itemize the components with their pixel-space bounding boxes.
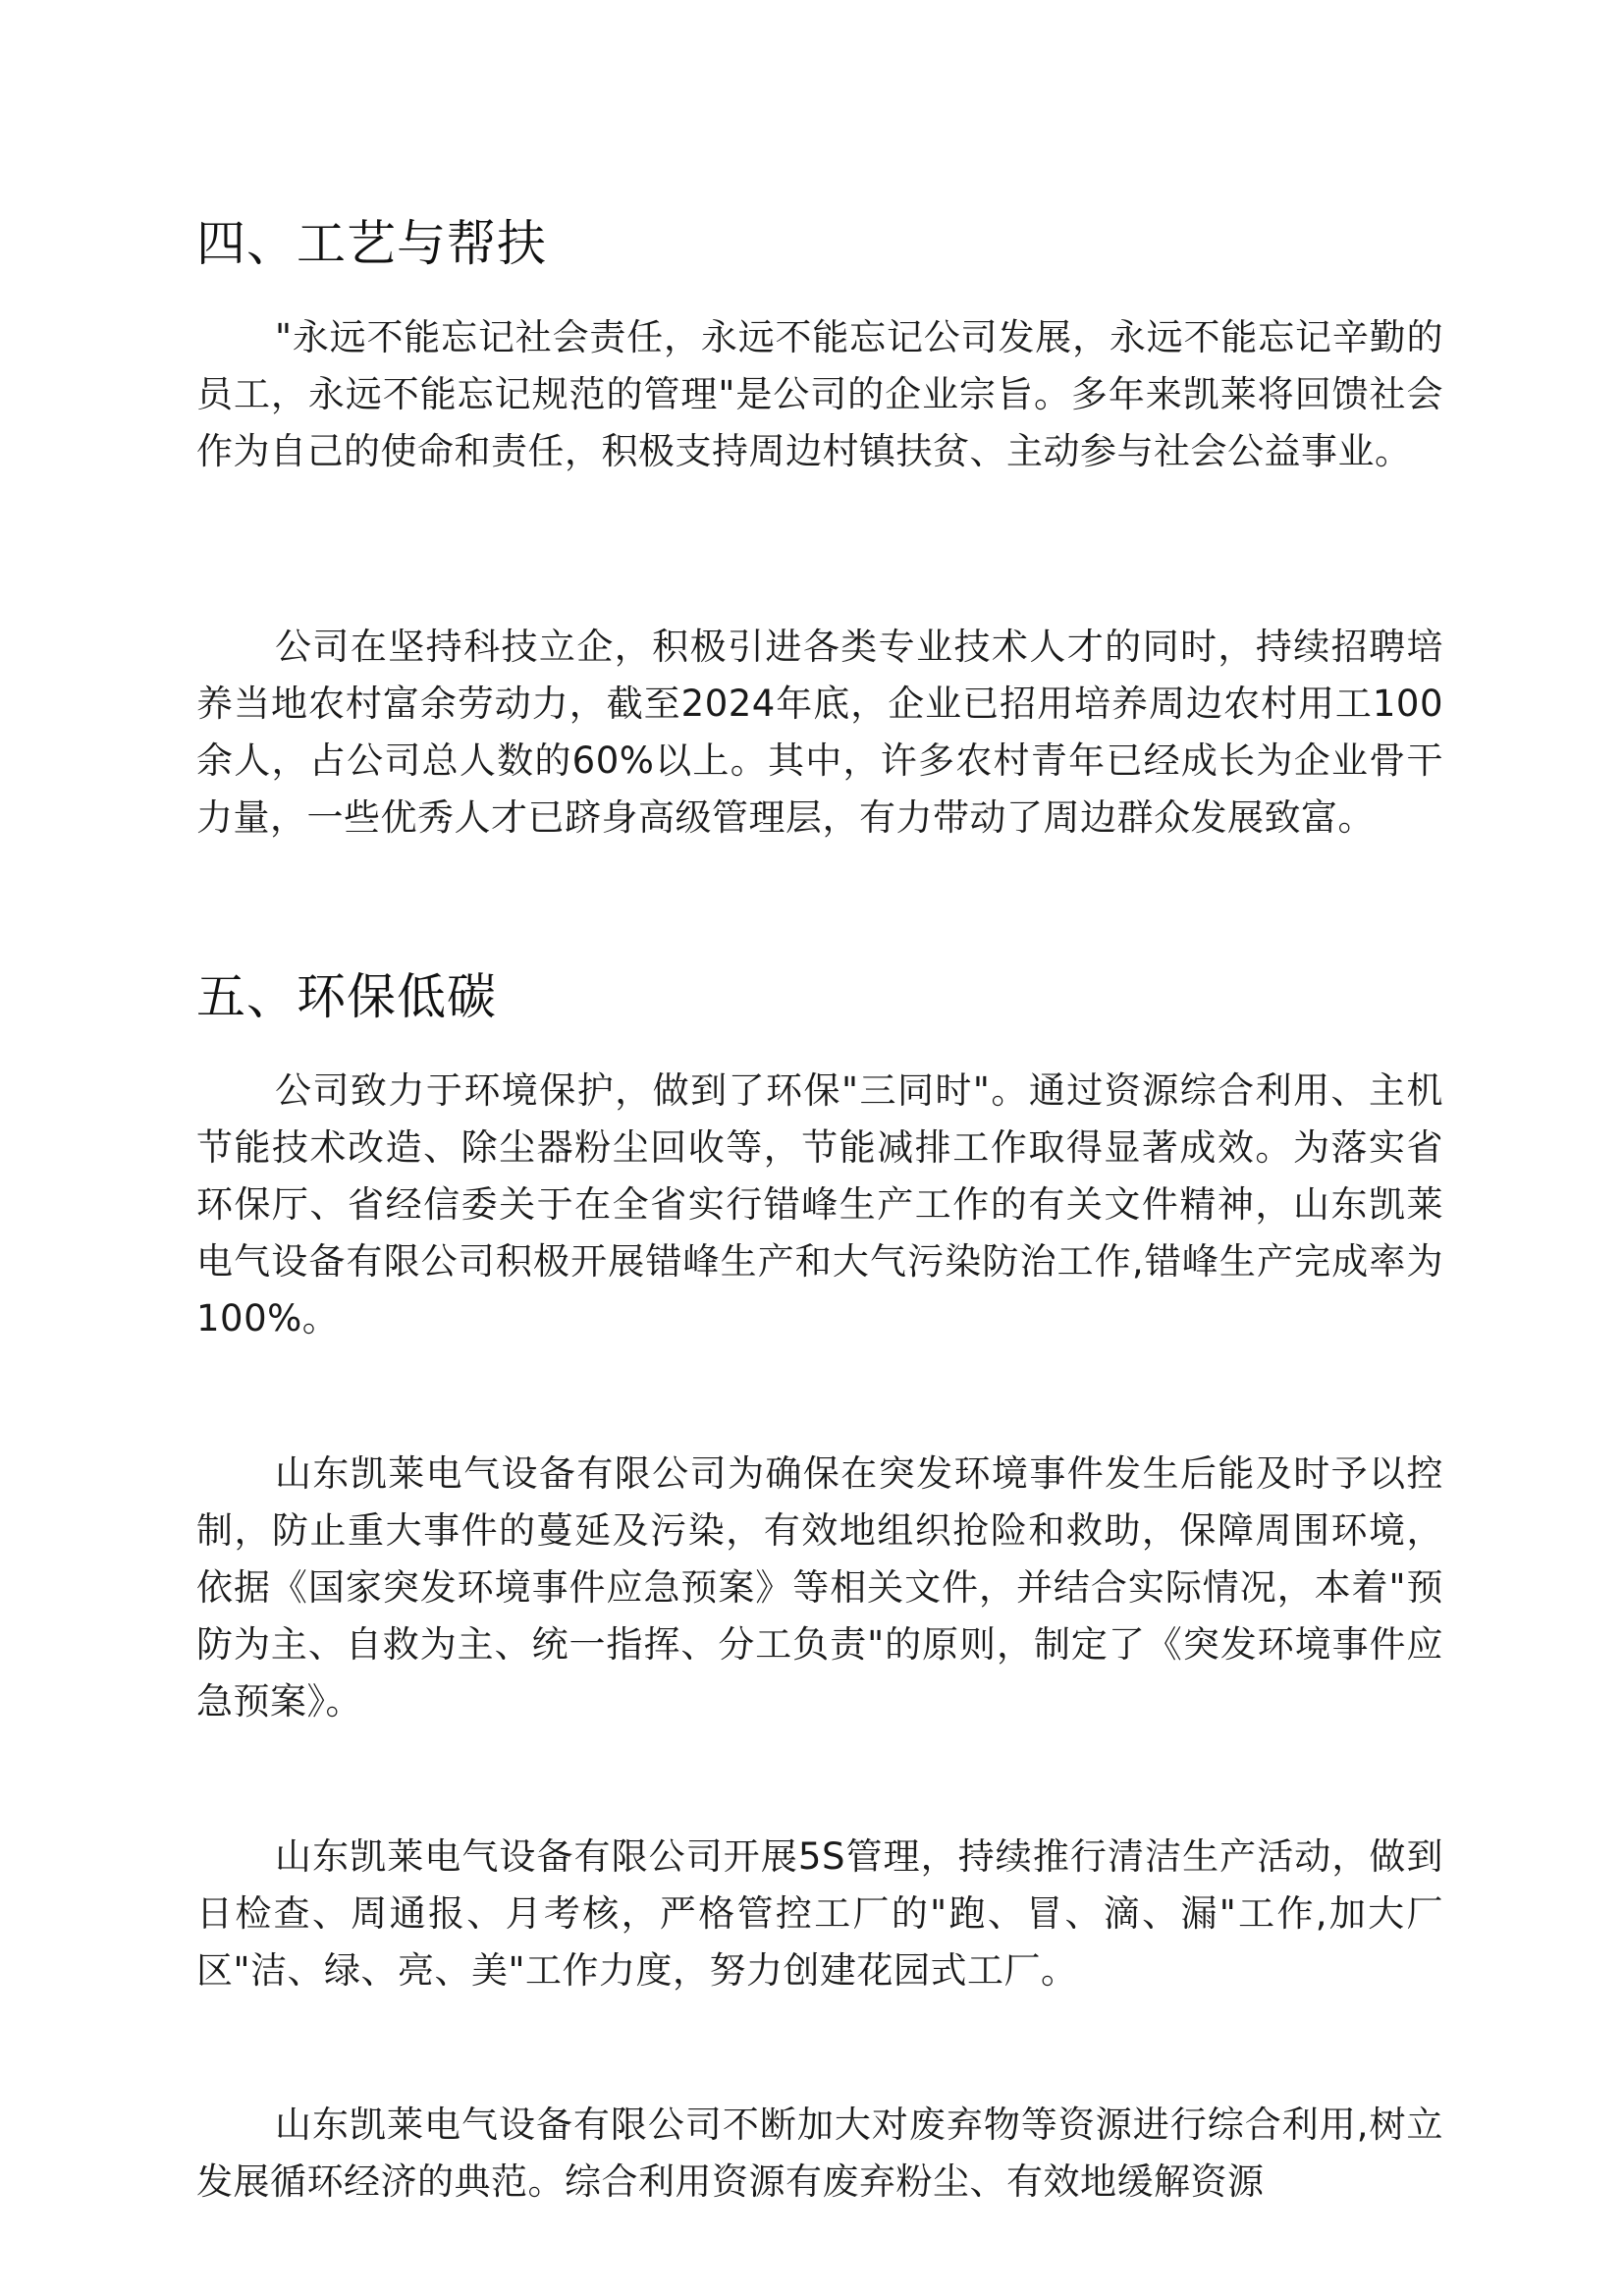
paragraph-environmental-protection: 公司致力于环境保护，做到了环保"三同时"。通过资源综合利用、主机节能技术改造、除尘器粉尘回收等，节能减排工作取得显著成效。为落实省环保厅、省经信委关于在全省实行错峰生产工作的有关文件精神，山东凯莱电气设备有限公司积极开展错峰生产和大气污染防治工作,错峰生产完成率为100%。 xyxy=(196,1069,1443,1339)
paragraph-corporate-mission: "永远不能忘记社会责任，永远不能忘记公司发展，永远不能忘记辛勤的员工，永远不能忘记规范的管理"是公司的企业宗旨。多年来凯莱将回馈社会作为自己的使命和责任，积极支持周边村镇扶贫、主动参与社会公益事业。 xyxy=(196,316,1443,472)
paragraph-5s-management: 山东凯莱电气设备有限公司开展5S管理，持续推行清洁生产活动，做到日检查、周通报、月考核，严格管控工厂的"跑、冒、滴、漏"工作,加大厂区"洁、绿、亮、美"工作力度，努力创建花园式工厂。 xyxy=(196,1835,1443,1992)
paragraph-local-employment: 公司在坚持科技立企，积极引进各类专业技术人才的同时，持续招聘培养当地农村富余劳动力，截至2024年底，企业已招用培养周边农村用工100余人，占公司总人数的60%以上。其中，许多农村青年已经成长为企业骨干力量，一些优秀人才已跻身高级管理层，有力带动了周边群众发展致富。 xyxy=(196,626,1443,839)
document-page xyxy=(196,0,1443,2296)
paragraph-emergency-plan: 山东凯莱电气设备有限公司为确保在突发环境事件发生后能及时予以控制，防止重大事件的蔓延及污染，有效地组织抢险和救助，保障周围环境，依据《国家突发环境事件应急预案》等相关文件，并结合实际情况，本着"预防为主、自救为主、统一指挥、分工负责"的原则，制定了《突发环境事件应急预案》。 xyxy=(196,1452,1443,1722)
paragraph-resource-utilization: 山东凯莱电气设备有限公司不断加大对废弃物等资源进行综合利用,树立发展循环经济的典范。综合利用资源有废弃粉尘、有效地缓解资源 xyxy=(196,2104,1443,2203)
section-heading-environmental-low-carbon: 五、环保低碳 xyxy=(196,968,497,1025)
section-heading-craft-and-support: 四、工艺与帮扶 xyxy=(196,215,547,272)
